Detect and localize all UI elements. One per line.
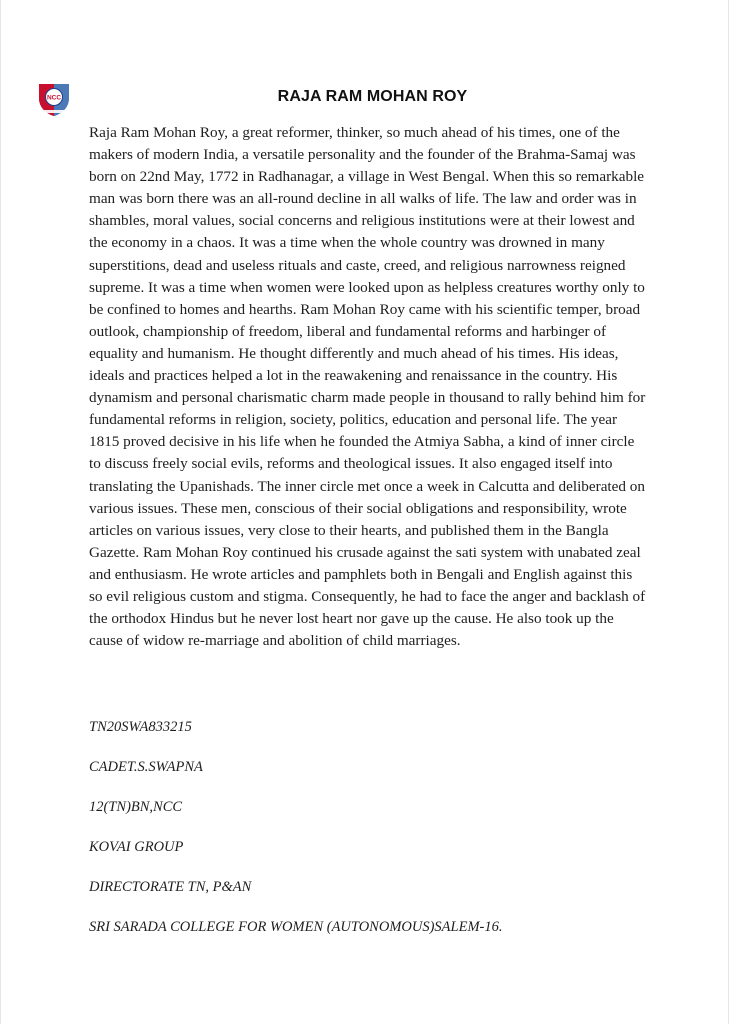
- directorate: DIRECTORATE TN, P&AN: [89, 879, 252, 895]
- cadet-number: TN20SWA833215: [89, 719, 192, 735]
- college: SRI SARADA COLLEGE FOR WOMEN (AUTONOMOUS)SALEM-16.: [89, 919, 503, 935]
- signature-block: [89, 718, 689, 958]
- battalion: 12(TN)BN,NCC: [89, 799, 183, 815]
- ncc-crest-text: NCC: [46, 94, 62, 102]
- body-paragraph: Raja Ram Mohan Roy, a great reformer, thinker, so much ahead of his times, one of the makers of modern India, a versatile personality and the founder of the Brahma-Samaj was born on 22nd May, 1772 in Radhanagar, a village in West Bengal. When this so remarkable man was born there was an all-round decline in all walks of life. The law and order was in shambles, moral values, social concerns and religious institutions were at their lowest and the economy in a chaos. It was a time when the whole country was drowned in many superstitions, dead and useless rituals and caste, creed, and religious narrowness reigned supreme. It was a time when women were looked upon as helpless creatures worthy only to be confined to homes and hearths. Ram Mohan Roy came with his scientific temper, broad outlook, championship of freedom, liberal and fundamental reforms and harbinger of equality and humanism. He thought differently and much ahead of his times. His ideas, ideals and practices helped a lot in the reawakening and renaissance in the country. His dynamism and personal charismatic charm made people in thousand to rally behind him for fundamental reforms in religion, society, politics, education and personal life. The year 1815 proved decisive in his life when he founded the Atmiya Sabha, a kind of inner circle to discuss freely social evils, reforms and theological issues. It also engaged itself into translating the Upanishads. The inner circle met once a week in Calcutta and deliberated on various issues. These men, conscious of their social obligations and responsibility, wrote articles on various issues, very close to their hearts, and published them in the Bangla Gazette. Ram Mohan Roy continued his crusade against the sati system with unabated zeal and enthusiasm. He wrote articles and pamphlets both in Bengali and English against this so evil religious custom and stigma. Consequently, he had to face the anger and backlash of the orthodox Hindus but he never lost heart nor gave up the cause. He also took up the cause of widow re-marriage and abolition of child marriages.: [89, 124, 646, 650]
- cadet-name: CADET.S.SWAPNA: [89, 759, 203, 775]
- group: KOVAI GROUP: [89, 839, 184, 855]
- document-title: RAJA RAM MOHAN ROY: [277, 88, 468, 105]
